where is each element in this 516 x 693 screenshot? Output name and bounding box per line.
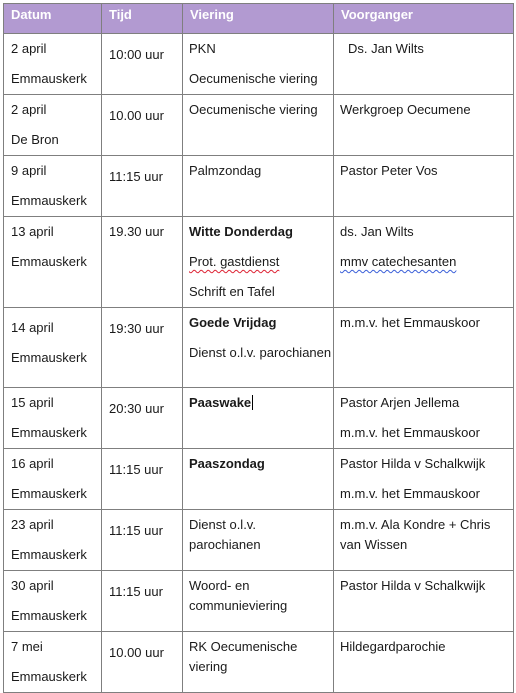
- header-time: Tijd: [102, 4, 183, 34]
- table-row: [4, 95, 514, 156]
- leader-line: ds. Jan Wilts: [340, 224, 414, 239]
- date-cell: [4, 510, 102, 571]
- service-cell: [183, 217, 334, 308]
- text-cursor: [252, 395, 253, 410]
- service-cell: [183, 571, 334, 632]
- date-cell: [4, 308, 102, 388]
- leader-cell: [334, 449, 514, 510]
- time-cell: [102, 632, 183, 693]
- time: 11:15 uur: [109, 523, 163, 538]
- leader-line: Hildegardparochie: [340, 639, 446, 654]
- date: 7 mei: [11, 639, 43, 654]
- service-cell: [183, 156, 334, 217]
- table-row: [4, 632, 514, 693]
- leader-cell: [334, 34, 514, 95]
- service-cell: [183, 632, 334, 693]
- location: Emmauskerk: [11, 350, 87, 365]
- header-row: [4, 4, 514, 34]
- leader-cell: [334, 95, 514, 156]
- table-row: [4, 510, 514, 571]
- location: Emmauskerk: [11, 669, 87, 684]
- date-cell: [4, 571, 102, 632]
- time-cell: [102, 571, 183, 632]
- time: 10.00 uur: [109, 108, 164, 123]
- time-cell: [102, 34, 183, 95]
- date-cell: [4, 449, 102, 510]
- service-line: Oecumenische viering: [189, 102, 318, 117]
- table-row: [4, 156, 514, 217]
- date: 13 april: [11, 224, 54, 239]
- date: 15 april: [11, 395, 54, 410]
- table-row: [4, 388, 514, 449]
- time: 11:15 uur: [109, 462, 163, 477]
- service-line: Dienst o.l.v. parochianen: [189, 517, 261, 552]
- time: 19:30 uur: [109, 321, 164, 336]
- service-text: Paaswake: [189, 395, 252, 410]
- leader-line: m.m.v. het Emmauskoor: [340, 425, 480, 440]
- location: Emmauskerk: [11, 193, 87, 208]
- service-line: Woord- en communieviering: [189, 578, 288, 613]
- leader-line: m.m.v. het Emmauskoor: [340, 486, 480, 501]
- leader-cell: [334, 632, 514, 693]
- location: De Bron: [11, 132, 59, 147]
- leader-cell: [334, 217, 514, 308]
- leader-cell: [334, 156, 514, 217]
- table-row: [4, 308, 514, 388]
- leader-line: Werkgroep Oecumene: [340, 102, 471, 117]
- time-cell: [102, 388, 183, 449]
- location: Emmauskerk: [11, 608, 87, 623]
- date: 30 april: [11, 578, 54, 593]
- leader-cell: [334, 388, 514, 449]
- leader-line: Pastor Hilda v Schalkwijk: [340, 578, 486, 593]
- leader-cell: [334, 308, 514, 388]
- table-row: [4, 217, 514, 308]
- location: Emmauskerk: [11, 254, 87, 269]
- time: 19.30 uur: [109, 224, 164, 239]
- time: 11:15 uur: [109, 584, 163, 599]
- leader-line: Pastor Arjen Jellema: [340, 395, 460, 410]
- service-line: Prot. gastdienst: [189, 254, 280, 269]
- table-row: [4, 571, 514, 632]
- table-row: [4, 449, 514, 510]
- time-cell: [102, 217, 183, 308]
- date: 2 april: [11, 41, 47, 56]
- service-cell[interactable]: [183, 388, 334, 449]
- date-cell: [4, 34, 102, 95]
- time-cell: [102, 95, 183, 156]
- leader-cell: [334, 571, 514, 632]
- leader-line: Ds. Jan Wilts: [348, 41, 424, 56]
- leader-line: mmv catechesanten: [340, 254, 457, 269]
- date: 2 april: [11, 102, 47, 117]
- service-line: Oecumenische viering: [189, 71, 318, 86]
- time: 10:00 uur: [109, 47, 164, 62]
- date-cell: [4, 156, 102, 217]
- service-cell: [183, 308, 334, 388]
- service-line: PKN: [189, 41, 216, 56]
- service-line: Paaszondag: [189, 456, 265, 471]
- leader-line: m.m.v. Ala Kondre + Chris van Wissen: [340, 517, 491, 552]
- time-cell: [102, 308, 183, 388]
- time: 11:15 uur: [109, 169, 163, 184]
- header-date: Datum: [4, 4, 102, 34]
- date: 14 april: [11, 320, 54, 335]
- date-cell: [4, 388, 102, 449]
- date-cell: [4, 632, 102, 693]
- service-line: RK Oecumenische viering: [189, 639, 298, 674]
- location: Emmauskerk: [11, 486, 87, 501]
- table-row: [4, 34, 514, 95]
- time: 20:30 uur: [109, 401, 164, 416]
- date-cell: [4, 95, 102, 156]
- time-cell: [102, 510, 183, 571]
- location: Emmauskerk: [11, 71, 87, 86]
- service-line: Witte Donderdag: [189, 224, 293, 239]
- service-cell: [183, 34, 334, 95]
- service-line: Dienst o.l.v. parochianen: [189, 345, 332, 360]
- service-line: Palmzondag: [189, 163, 262, 178]
- service-line: [189, 388, 333, 418]
- date: 23 april: [11, 517, 54, 532]
- time-cell: [102, 449, 183, 510]
- service-cell: [183, 449, 334, 510]
- service-line: Schrift en Tafel: [189, 284, 275, 299]
- service-line: Goede Vrijdag: [189, 315, 277, 330]
- leader-line: m.m.v. het Emmauskoor: [340, 315, 480, 330]
- location: Emmauskerk: [11, 547, 87, 562]
- leader-line: Pastor Hilda v Schalkwijk: [340, 456, 486, 471]
- location: Emmauskerk: [11, 425, 87, 440]
- time-cell: [102, 156, 183, 217]
- leader-cell: [334, 510, 514, 571]
- service-cell: [183, 95, 334, 156]
- service-cell: [183, 510, 334, 571]
- date: 16 april: [11, 456, 54, 471]
- header-service: Viering: [183, 4, 334, 34]
- time: 10.00 uur: [109, 645, 164, 660]
- leader-line: Pastor Peter Vos: [340, 163, 438, 178]
- schedule-table: [3, 3, 514, 693]
- date: 9 april: [11, 163, 47, 178]
- date-cell: [4, 217, 102, 308]
- header-leader: Voorganger: [334, 4, 514, 34]
